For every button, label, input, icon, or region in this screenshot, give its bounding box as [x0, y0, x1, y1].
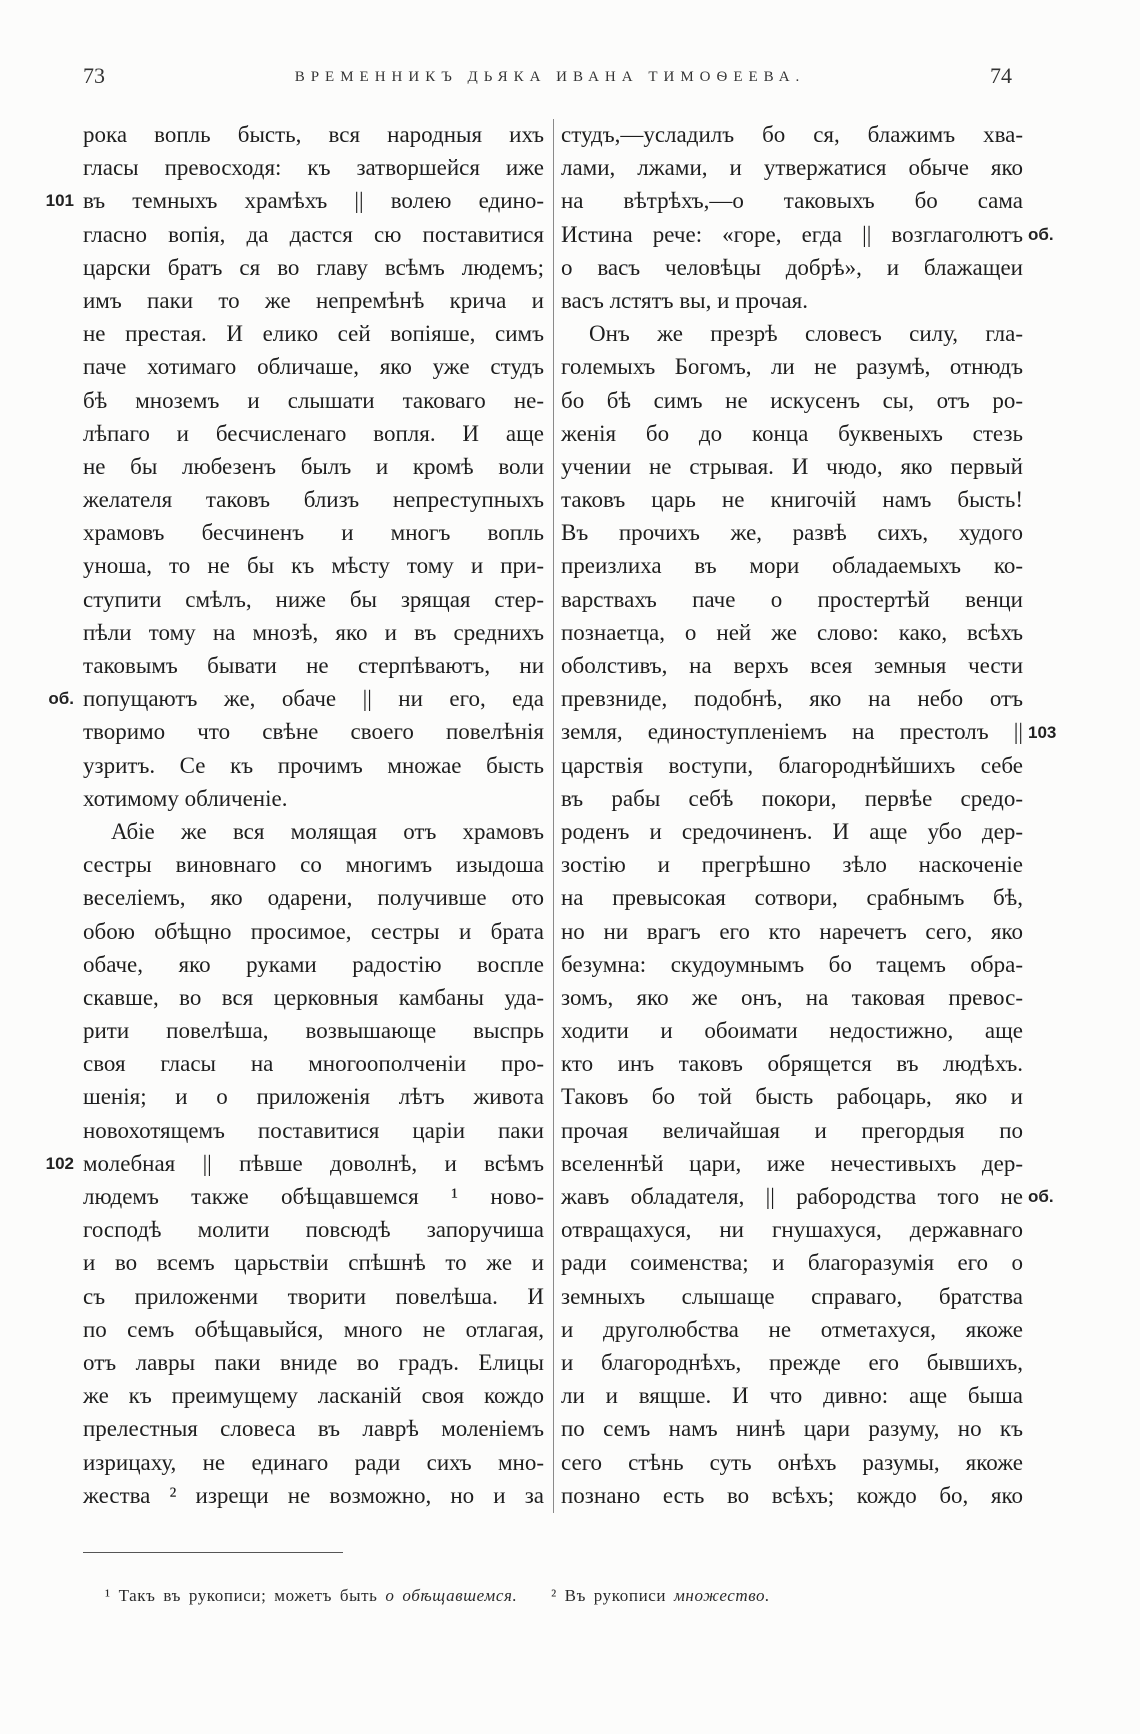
footnote-1-marker: ¹: [105, 1586, 111, 1605]
right-column-line: ли и вящше. И что дивно: аще быша: [561, 1383, 1023, 1409]
left-column-line: молебная || пѣвше доволнѣ, и всѣмъ: [83, 1150, 544, 1176]
margin-note-left: 101: [45, 191, 74, 211]
margin-note-right: 103: [1028, 722, 1057, 742]
right-column-line: прочая величайшая и прегордыя по: [561, 1117, 1023, 1143]
right-column-line: преизлиха въ мори обладаемыхъ ко-: [561, 553, 1023, 579]
right-column-line: безумна: скудоумнымъ бо тацемъ обра-: [561, 951, 1023, 977]
left-column-line: паче хотимаго обличаше, яко уже студъ: [83, 354, 544, 380]
right-column-line: кто инъ таковъ обрящется въ людѣхъ.: [561, 1051, 1023, 1077]
left-column-line: рити повелѣша, возвышающе выспрь: [83, 1018, 544, 1044]
left-column-line: своя гласы на многоополченіи про-: [83, 1051, 544, 1077]
left-column-line: господѣ молити повсюдѣ запоручиша: [83, 1217, 544, 1243]
left-column-line: узритъ. Се къ прочимъ множае бысть: [83, 752, 544, 778]
left-column-line: сестры виновнаго со многимъ изыдоша: [83, 852, 544, 878]
left-column-line: людемъ также обѣщавшемся ¹ ново-: [83, 1184, 544, 1209]
left-column-line: лѣпаго и бесчисленаго вопля. И аще: [83, 420, 544, 446]
left-column-line: рока вопль бысть, вся народныя ихъ: [83, 122, 544, 147]
left-column-line: имъ паки то же непремѣнѣ крича и: [83, 287, 544, 313]
right-column-line: васъ лстятъ вы, и прочая.: [561, 287, 809, 313]
footnote-1-text: Такъ въ рукописи; можетъ быть: [118, 1586, 378, 1605]
right-column-line: големыхъ Богомъ, ли не разумѣ, отнюдъ: [561, 354, 1023, 380]
left-column-line: гласы превосходя: къ затворшейся иже: [83, 155, 544, 181]
left-column-line: хотимому обличеніе.: [83, 785, 288, 811]
right-column-line: земныхъ слышаще справаго, братства: [561, 1283, 1023, 1309]
margin-note-right: об.: [1028, 1187, 1054, 1207]
right-column-line: женія бо до конца буквеныхъ стезь: [561, 420, 1023, 446]
right-column-line: ради соименства; и благоразумія его о: [561, 1250, 1023, 1276]
page-number-left: 73: [83, 63, 105, 88]
right-column-line: и друголюбства не отметахуся, якоже: [561, 1316, 1023, 1342]
right-column-line: ходити и обоимати недостижно, аще: [561, 1018, 1023, 1044]
margin-note-left: об.: [48, 689, 74, 709]
right-column-line: познано есть во всѣхъ; кождо бо, яко: [561, 1482, 1023, 1508]
right-column-line: вселеннѣй цари, иже нечестивыхъ дер-: [561, 1150, 1023, 1176]
right-column-line: жавъ обладателя, || рабородства того не: [561, 1184, 1023, 1209]
right-column-line: и благороднѣхъ, прежде его бывшихъ,: [561, 1349, 1023, 1375]
left-column-line: царски братъ ся во главу всѣмъ людемъ;: [83, 254, 544, 280]
right-column-line: Истина рече: «горе, егда || возглаголютъ: [561, 221, 1023, 247]
left-column-line: по семъ обѣщавыйся, много не отлагая,: [83, 1316, 544, 1342]
left-column-line: обою обѣщно просимое, сестры и брата: [83, 918, 544, 944]
column-divider: [553, 119, 554, 1513]
left-column-line: попущаютъ же, обаче || ни его, еда: [83, 686, 544, 712]
left-column-line: съ приложенми творити повелѣша. И: [83, 1283, 544, 1309]
left-column-line: желателя таковъ близъ непреступныхъ: [83, 487, 544, 513]
right-column-line: студъ,—усладилъ бо ся, блажимъ хва-: [561, 122, 1023, 147]
left-column-line: веселіемъ, яко одарени, получивше ото: [83, 885, 544, 911]
left-column-line: уноша, то не бы къ мѣсту тому и при-: [83, 553, 544, 579]
left-column-line: Абіе же вся молящая отъ храмовъ: [111, 818, 544, 844]
left-column-line: храмовъ бесчиненъ и многъ вопль: [83, 520, 544, 546]
right-column-line: на превысокая сотвори, срабнымъ бѣ,: [561, 885, 1023, 911]
right-column-line: оболстивъ, на верхъ всея земныя чести: [561, 653, 1023, 678]
right-column-line: отвращахуся, ни гнушахуся, державнаго: [561, 1217, 1023, 1243]
footnote-1-italic: о обѣщавшемся.: [385, 1586, 518, 1605]
left-column-line: жества ² изрещи не возможно, но и за: [83, 1482, 544, 1508]
left-column-line: и во всемъ царьствіи спѣшнѣ то же и: [83, 1250, 544, 1276]
left-column-line: бѣ мноземъ и слышати таковаго не-: [83, 387, 544, 413]
right-column-line: на вѣтрѣхъ,—о таковыхъ бо сама: [561, 188, 1023, 214]
left-column-line: скавше, во вся церковныя камбаны уда-: [83, 984, 544, 1010]
left-column-line: творимо что свѣне своего повелѣнія: [83, 719, 544, 745]
running-title: ВРЕМЕННИКЪ ДЬЯКА ИВАНА ТИМОѲЕЕВА.: [294, 69, 806, 85]
right-column-line: бо бѣ симъ не искусенъ сы, отъ ро-: [561, 387, 1023, 413]
left-column-line: не бы любезенъ былъ и кромѣ воли: [83, 453, 544, 479]
left-column: [83, 118, 544, 1512]
left-column-line: шенія; и о приложенія лѣтъ живота: [83, 1084, 544, 1110]
footnote-2-italic: множество.: [673, 1586, 770, 1605]
footnote-2-text: Въ рукописи: [564, 1586, 667, 1605]
right-column-line: зостію и прегрѣшно зѣло наскоченіе: [561, 852, 1023, 878]
right-column-line: познаетца, о ней же слово: како, всѣхъ: [561, 619, 1023, 645]
right-column-line: зомъ, яко же онъ, на таковая превос-: [561, 984, 1023, 1010]
footnote-rule: [83, 1552, 343, 1553]
footnote-2-marker: ²: [551, 1586, 557, 1605]
left-column-line: таковымъ бывати не стерпѣваютъ, ни: [83, 653, 544, 678]
right-column-line: о васъ человѣцы добрѣ», и блажащеи: [561, 254, 1023, 280]
left-column-line: въ темныхъ храмѣхъ || волею едино-: [83, 188, 544, 214]
left-column-line: ступити смѣлъ, ниже бы зрящая стер-: [83, 586, 544, 612]
left-column-line: же къ преимущему ласканій своя кождо: [83, 1383, 544, 1409]
right-column-line: варствахъ паче о простертѣй венци: [561, 586, 1023, 612]
right-column-line: сего стѣнь суть онѣхъ разумы, якоже: [561, 1449, 1023, 1475]
right-column: [561, 118, 1023, 1512]
page-number-right: 74: [990, 63, 1012, 88]
right-column-line: Онъ же презрѣ словесъ силу, гла-: [589, 321, 1023, 347]
left-column-line: прелестныя словеса въ лаврѣ моленіемъ: [83, 1416, 544, 1442]
right-column-line: лами, лжами, и утвержатися обыче яко: [561, 155, 1023, 181]
margin-note-right: об.: [1028, 224, 1054, 244]
right-column-line: по семъ намъ нинѣ цари разуму, но къ: [561, 1416, 1023, 1442]
right-column-line: земля, единоступленіемъ на престолъ ||: [561, 719, 1023, 745]
left-column-line: отъ лавры паки вниде во градъ. Елицы: [83, 1349, 544, 1375]
left-column-line: гласно вопія, да дастся сю поставитися: [83, 221, 544, 247]
left-column-line: новохотящемъ поставитися царіи паки: [83, 1117, 544, 1143]
left-column-line: пѣли тому на мнозѣ, яко и въ среднихъ: [83, 619, 544, 645]
right-column-line: въ рабы себѣ покори, первѣе средо-: [561, 785, 1023, 811]
margin-note-left: 102: [45, 1154, 74, 1174]
footnotes: [105, 1584, 770, 1608]
right-column-line: Таковъ бо той бысть рабоцарь, яко и: [561, 1084, 1023, 1110]
right-column-line: превзниде, подобнѣ, яко на небо отъ: [561, 686, 1023, 712]
right-column-line: царствія воступи, благороднѣйшихъ себе: [561, 752, 1023, 778]
right-column-line: роденъ и средочиненъ. И аще убо дер-: [561, 818, 1023, 844]
right-column-line: таковъ царь не книгочій намъ бысть!: [561, 487, 1023, 513]
right-column-line: но ни врагъ его кто наречетъ сего, яко: [561, 918, 1023, 944]
left-column-line: обаче, яко руками радостію воспле: [83, 951, 544, 977]
right-column-line: Въ прочихъ же, развѣ сихъ, худого: [561, 520, 1023, 546]
left-column-line: изрицаху, не единаго ради сихъ мно-: [83, 1449, 544, 1475]
left-column-line: не престая. И елико сей вопіяше, симъ: [83, 321, 544, 347]
right-column-line: учении не стрывая. И чюдо, яко первый: [561, 453, 1023, 479]
